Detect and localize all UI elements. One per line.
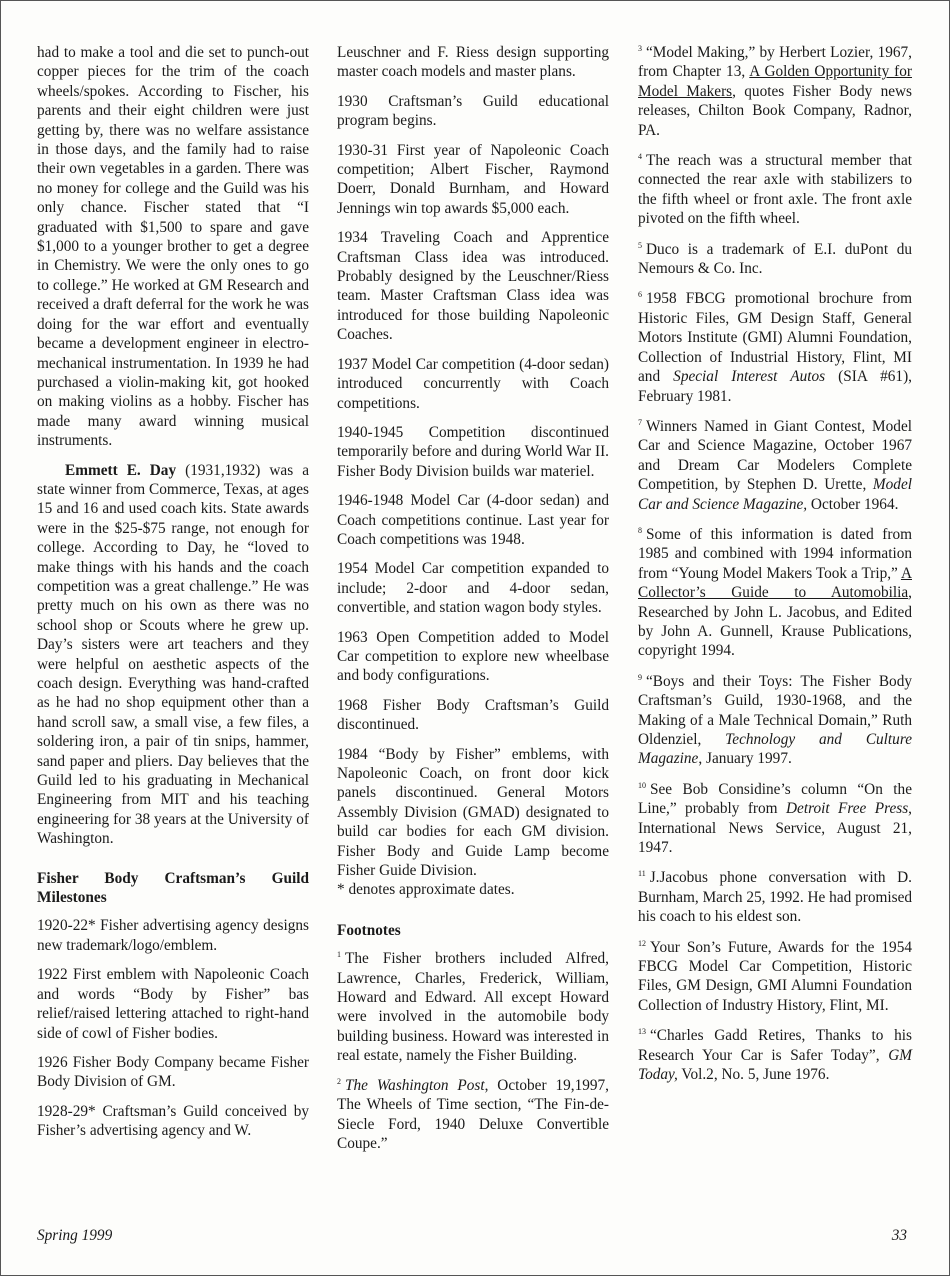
footnote-text: J.Jacobus phone conversation with D. Burnham, March 25, 1992. He had promised his coach to his eldest son. bbox=[638, 869, 913, 926]
footnote-1 bbox=[337, 949, 609, 1065]
column-middle bbox=[337, 43, 609, 1153]
footnote-number: 6 bbox=[638, 290, 642, 300]
footnote-title: A Golden Opportunity for Model Makers bbox=[638, 63, 912, 100]
footnote-3 bbox=[638, 43, 912, 140]
page-number: 33 bbox=[891, 1227, 907, 1244]
footnote-text: 1958 FBCG promotional brochure from Historic Files, GM Design Staff, General Motors Institute (GMI) Alumni Foundation, Collection of Industrial History, Flint, MI and bbox=[638, 290, 912, 386]
footnote-number: 8 bbox=[638, 525, 642, 535]
issue-label: Spring 1999 bbox=[37, 1227, 113, 1244]
footnote-title: The Washington Post bbox=[345, 1076, 485, 1094]
footnote-text: Duco is a trademark of E.I. duPont du Nemours & Co. Inc. bbox=[638, 240, 912, 278]
footnote-text: (SIA #61), February 1981. bbox=[638, 368, 912, 405]
footnote-number: 10 bbox=[638, 780, 646, 790]
column-right bbox=[638, 43, 912, 1085]
footnote-title: Model Car and Science Magazine, bbox=[638, 476, 912, 513]
milestone-item: 1926 Fisher Body Company became Fisher Body Division of GM. bbox=[37, 1053, 309, 1091]
footnote-text: “Charles Gadd Retires, Thanks to his Research Your Car is Safer Today”, bbox=[638, 1027, 912, 1064]
milestone-item: 1940-1945 Competition discontinued temporarily before and during World War II. Fisher Body Division builds war materiel. bbox=[337, 423, 609, 480]
milestone-item: 1937 Model Car competition (4-door sedan) introduced concurrently with Coach competitions. bbox=[337, 355, 609, 412]
paragraph-day-text: (1931,1932) was a state winner from Commerce, Texas, at ages 15 and 16 and used coach kits. State awards were in the $25-$75 range, not enough for college. According to Day, he “loved to make things with his hands and the coach competition was a great challenge.” He was pretty much on his own as there was no school shop or Scouts where he grew up. Day’s sisters were art teachers and they were helpful on aesthetic aspects of the coach design. Everything was hand-crafted as he had no shop equipment other than a hand scroll saw, a small vise, a few files, a soldering iron, a pair of tin snips, hammer, sand paper and pliers. Day believes that the Guild led to his graduating in Mechanical Engineering from MIT and his teaching engineering for 38 years at the University of Washington. bbox=[37, 461, 309, 848]
footnote-12 bbox=[638, 938, 912, 1016]
footnote-number: 9 bbox=[638, 672, 642, 682]
footnote-text: , January 1997. bbox=[698, 750, 792, 768]
footnote-number: 2 bbox=[337, 1076, 341, 1086]
footnote-8 bbox=[638, 525, 912, 661]
column-left bbox=[37, 43, 309, 1141]
footnote-text: The Fisher brothers included Alfred, Lawrence, Charles, Frederick, William, Howard and Edward. All except Howard were involved in the automobile body building business. Howard was interested in real estate, namely the Fisher Building. bbox=[337, 950, 609, 1065]
footnote-number: 12 bbox=[638, 938, 646, 948]
footnote-text: , quotes Fisher Body news releases, Chilton Book Company, Radnor, PA. bbox=[638, 82, 913, 139]
milestone-item: 1968 Fisher Body Craftsman’s Guild discontinued. bbox=[337, 696, 609, 734]
milestone-item: 1984 “Body by Fisher” emblems, with Napoleonic Coach, on front door kick panels discontinued. General Motors Assembly Division (GMAD) designated to build car bodies for each GM division. Fisher Body and Guide Lamp become Fisher Guide Division. bbox=[337, 745, 609, 880]
footnote-text: Your Son’s Future, Awards for the 1954 FBCG Model Car Competition, Historic Files, GM Design, GMI Alumni Foundation Collection of Industry History, Flint, MI. bbox=[638, 938, 912, 1014]
footnote-9 bbox=[638, 672, 912, 769]
footnote-number: 5 bbox=[638, 240, 642, 250]
footnote-number: 4 bbox=[638, 152, 642, 162]
milestones-heading: Fisher Body Craftsman’s Guild Milestones bbox=[37, 869, 309, 907]
footnote-title: Technology and Culture Magazine bbox=[638, 731, 912, 768]
footnote-5 bbox=[638, 240, 912, 279]
milestone-item: Leuschner and F. Riess design supporting master coach models and master plans. bbox=[337, 44, 609, 81]
footnote-text: “Model Making,” by Herbert Lozier, 1967, from Chapter 13, bbox=[638, 44, 912, 81]
approximate-dates-note: * denotes approximate dates. bbox=[337, 881, 515, 899]
footnote-11 bbox=[638, 868, 912, 926]
footnote-2 bbox=[337, 1076, 609, 1154]
footnote-text: , October 19,1997, The Wheels of Time section, “The Fin-de-Siecle Ford, 1940 Deluxe Convertible Coupe.” bbox=[337, 1076, 609, 1152]
person-name: Emmett E. Day bbox=[65, 461, 177, 479]
footnote-text: See Bob Considine’s column “On the Line,” probably from bbox=[638, 780, 912, 818]
footnote-text: , Researched by John L. Jacobus, and Edited by John A. Gunnell, Krause Publications, copyright 1994. bbox=[638, 584, 912, 660]
footnote-text: , International News Service, August 21, 1947. bbox=[638, 800, 912, 857]
milestone-item: 1930-31 First year of Napoleonic Coach competition; Albert Fischer, Raymond Doerr, Donald Burnham, and Howard Jennings win top awards $5,000 each. bbox=[337, 141, 609, 217]
milestone-item: 1954 Model Car competition expanded to include; 2-door and 4-door sedan, convertible, and station wagon body styles. bbox=[337, 560, 609, 617]
footnote-10 bbox=[638, 780, 912, 858]
footnote-title: Detroit Free Press bbox=[785, 800, 909, 818]
paragraph-day bbox=[37, 461, 309, 849]
footnote-4 bbox=[638, 151, 912, 229]
milestone-item: 1920-22* Fisher advertising agency designs new trademark/logo/emblem. bbox=[37, 917, 309, 954]
milestone-item: 1946-1948 Model Car (4-door sedan) and Coach competitions continue. Last year for Coach competitions was 1948. bbox=[337, 492, 609, 548]
footnote-6 bbox=[638, 289, 912, 405]
milestone-item: 1930 Craftsman’s Guild educational program begins. bbox=[337, 92, 609, 130]
footnote-text: The reach was a structural member that connected the rear axle with stabilizers to the fifth wheel or front axle. The front axle pivoted on the fifth wheel. bbox=[638, 152, 912, 228]
footnote-number: 13 bbox=[638, 1027, 646, 1037]
milestone-item: 1922 First emblem with Napoleonic Coach and words “Body by Fisher” bas relief/raised lettering attached to right-hand side of cowl of Fisher bodies. bbox=[37, 966, 309, 1042]
footnote-text: Some of this information is dated from 1985 and combined with 1994 information from “Young Model Makers Took a Trip,” bbox=[638, 525, 912, 582]
paragraph-fischer: had to make a tool and die set to punch-out copper pieces for the trim of the coach wheels/spokes. According to Fischer, his parents and their eight children were just getting by, there was no welfare assistance in those days, and the family had to raise their own vegetables in a garden. There was no money for college and the Guild was his only chance. Fischer stated that “I graduated with $1,500 to spare and gave $1,000 to a younger brother to get a degree in Chemistry. We were the only ones to go to college.” He worked at GM Research and received a draft deferral for the work he was doing for the war effort and eventually became a development engineer in electro-mechanical instrumentation. In 1939 he had purchased a violin-making kit, got hooked on making violins as a hobby. Fischer has made many award winning musical instruments. bbox=[37, 44, 309, 450]
footnote-title: Special Interest Autos bbox=[673, 368, 826, 386]
footnote-number: 3 bbox=[638, 44, 642, 53]
footnote-title: GM Today, bbox=[638, 1046, 912, 1084]
footnote-title: A Collector’s Guide to Automobilia bbox=[638, 564, 912, 602]
footnote-text: October 1964. bbox=[807, 495, 899, 513]
footnote-number: 11 bbox=[638, 869, 646, 879]
milestone-item: 1963 Open Competition added to Model Car competition to explore new wheelbase and body configurations. bbox=[337, 628, 609, 685]
milestone-item: 1934 Traveling Coach and Apprentice Craftsman Class idea was introduced. Probably designed by the Leuschner/Riess team. Master Craftsman Class idea was introduced for those building Napoleonic Coaches. bbox=[337, 229, 609, 344]
footnote-13 bbox=[638, 1026, 912, 1084]
footnote-text: Vol.2, No. 5, June 1976. bbox=[677, 1066, 830, 1084]
footnotes-heading: Footnotes bbox=[337, 921, 401, 939]
footnote-number: 1 bbox=[337, 950, 341, 960]
footnote-text: Winners Named in Giant Contest, Model Car and Science Magazine, October 1967 and Dream Car Modelers Complete Competition, by Stephen D. Urette, bbox=[638, 417, 912, 494]
footnote-7 bbox=[638, 417, 912, 514]
footnote-number: 7 bbox=[638, 417, 642, 427]
footnote-text: “Boys and their Toys: The Fisher Body Craftsman’s Guild, 1930-1968, and the Making of a Male Technical Domain,” Ruth Oldenziel, bbox=[638, 672, 912, 748]
milestone-item: 1928-29* Craftsman’s Guild conceived by Fisher’s advertising agency and W. bbox=[37, 1102, 309, 1140]
